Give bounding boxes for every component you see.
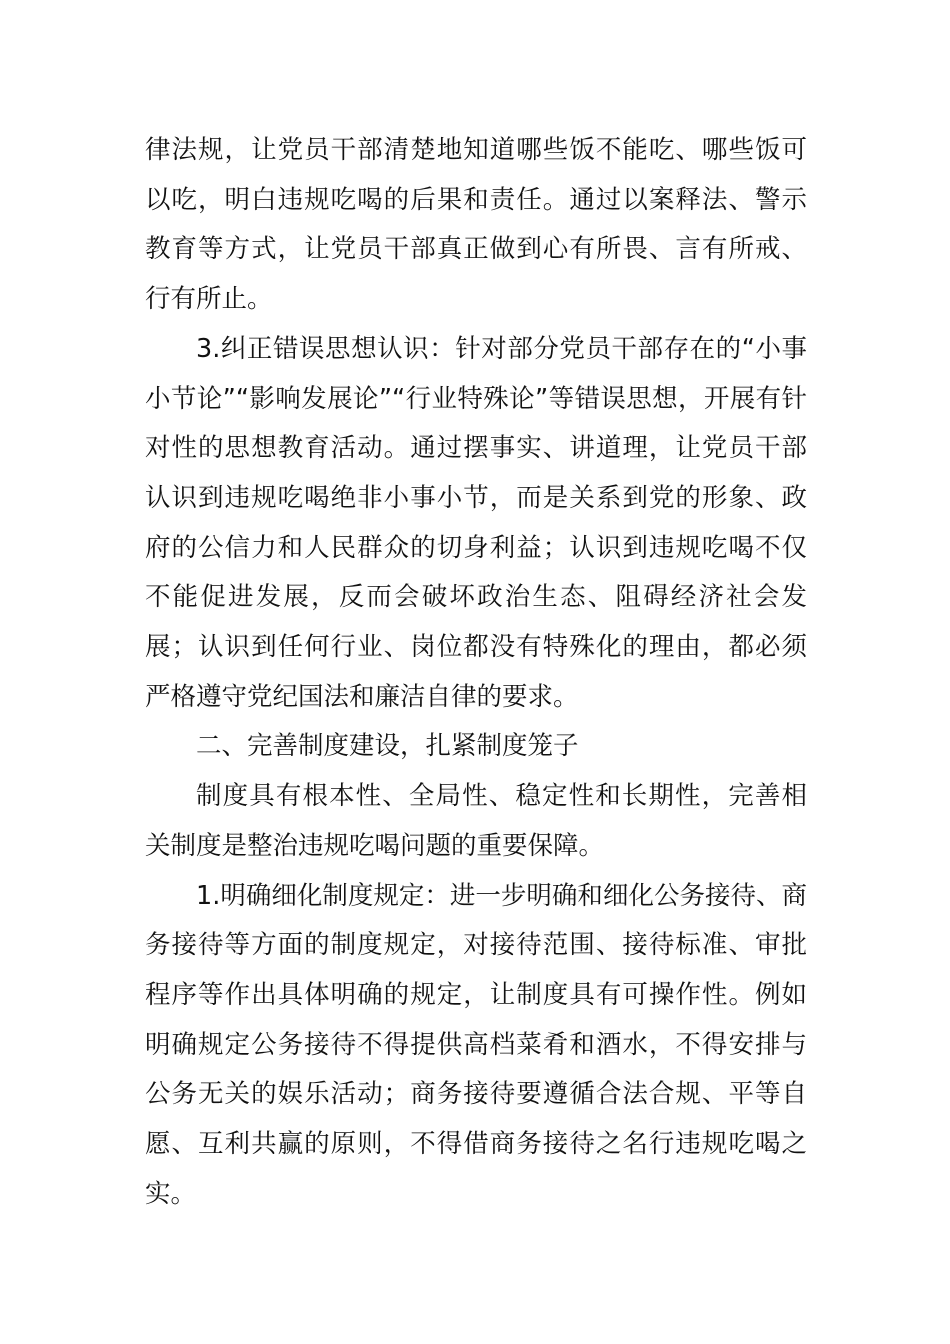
paragraph-section-intro: 制度具有根本性、全局性、稳定性和长期性，完善相关制度是整治违规吃喝问题的重要保障。 (145, 781, 807, 861)
paragraph-continuation: 律法规，让党员干部清楚地知道哪些饭不能吃、哪些饭可以吃，明白违规吃喝的后果和责任。通过以案释法、警示教育等方式，让党员干部真正做到心有所畏、言有所戒、行有所止。 (145, 135, 807, 315)
document-body (145, 126, 807, 1219)
section-heading-2: 二、完善制度建设，扎紧制度笼子 (196, 731, 579, 762)
paragraph-item-3: 3.纠正错误思想认识：针对部分党员干部存在的“小事小节论”“影响发展论”“行业特殊论”等错误思想，开展有针对性的思想教育活动。通过摆事实、讲道理，让党员干部认识到违规吃喝绝非小事小节，而是关系到党的形象、政府的公信力和人民群众的切身利益；认识到违规吃喝不仅不能促进发展，反而会破坏政治生态、阻碍经济社会发展；认识到任何行业、岗位都没有特殊化的理由，都必须严格遵守党纪国法和廉洁自律的要求。 (145, 333, 807, 712)
paragraph-item-1: 1.明确细化制度规定：进一步明确和细化公务接待、商务接待等方面的制度规定，对接待范围、接待标准、审批程序等作出具体明确的规定，让制度具有可操作性。例如明确规定公务接待不得提供高档菜肴和酒水，不得安排与公务无关的娱乐活动；商务接待要遵循合法合规、平等自愿、互利共赢的原则，不得借商务接待之名行违规吃喝之实。 (145, 880, 807, 1209)
